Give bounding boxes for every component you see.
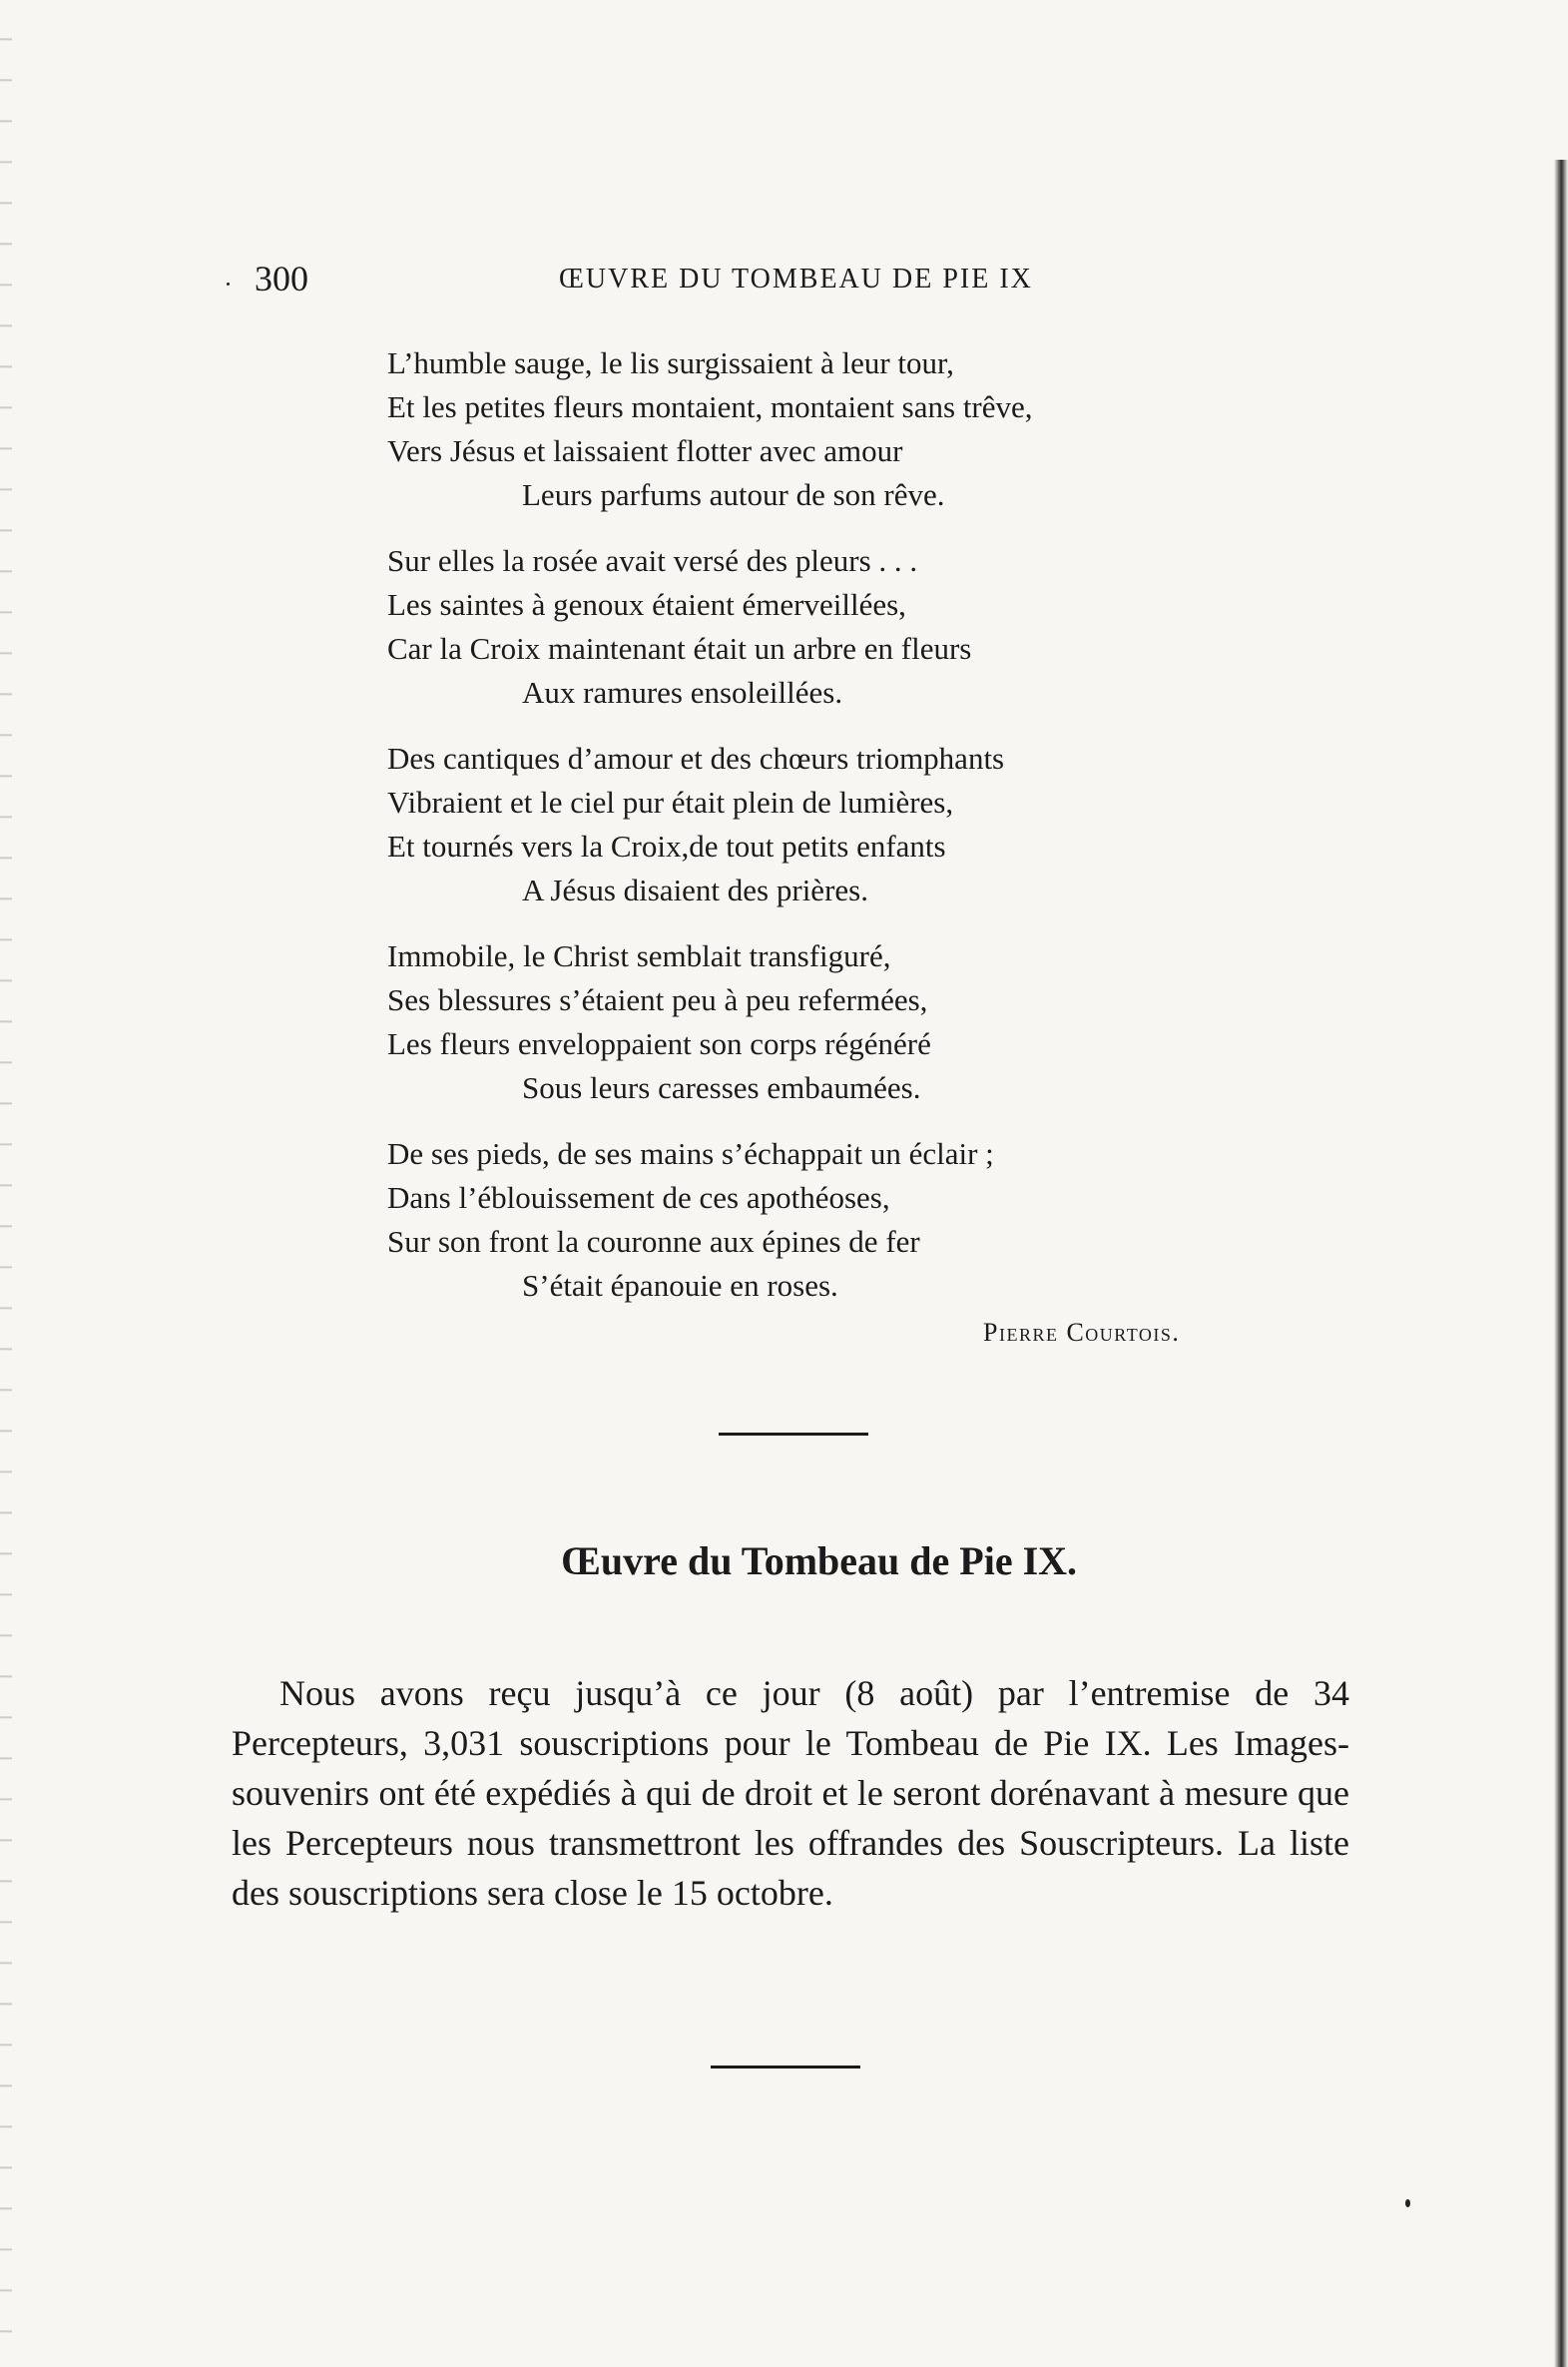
end-divider: [711, 2066, 860, 2069]
poem-line: Vibraient et le ciel pur était plein de lumières,: [387, 785, 954, 820]
running-head: ŒUVRE DU TOMBEAU DE PIE IX: [559, 264, 1033, 295]
page-edge-right: [1554, 160, 1568, 2367]
poem-line: Les saintes à genoux étaient émerveillées,: [387, 587, 906, 622]
poem-line-indented: Aux ramures ensoleillées.: [522, 675, 843, 710]
page-header: [255, 258, 1113, 307]
poem-line: L’humble sauge, le lis surgissaient à leur tour,: [387, 345, 954, 380]
poem-line: Car la Croix maintenant était un arbre en fleurs: [387, 631, 972, 666]
poem-line-indented: Leurs parfums autour de son rêve.: [522, 477, 945, 512]
stanza-1: [387, 341, 1286, 517]
poem-line: Ses blessures s’étaient peu à peu refermées,: [387, 982, 928, 1017]
section-title: Œuvre du Tombeau de Pie IX.: [560, 1538, 1078, 1583]
stanza-4: [387, 934, 1286, 1110]
poem: [387, 341, 1286, 1330]
poem-line: Les fleurs enveloppaient son corps régénéré: [387, 1026, 931, 1061]
poem-line: Immobile, le Christ semblait transfiguré,: [387, 938, 891, 973]
poem-line: Et les petites fleurs montaient, montaient sans trêve,: [387, 389, 1033, 424]
poem-line: Dans l’éblouissement de ces apothéoses,: [387, 1180, 890, 1215]
stanza-5: [387, 1132, 1286, 1308]
ink-speck: [227, 283, 230, 286]
page-edge-left: [0, 0, 12, 2367]
poem-line: De ses pieds, de ses mains s’échappait un éclair ;: [387, 1136, 994, 1171]
section-paragraph: Nous avons reçu jusqu’à ce jour (8 août) par l’entremise de 34 Percepteurs, 3,031 souscriptions pour le Tombeau de Pie IX. Les Images-souvenirs ont été expédiés à qui de droit et le seront dorénavant à mesure que les Percepteurs nous transmettront les offrandes des Souscripteurs. La liste des souscriptions sera close le 15 octobre.: [232, 1673, 1349, 1913]
section-divider: [719, 1433, 868, 1436]
poem-line: Vers Jésus et laissaient flotter avec amour: [387, 433, 903, 468]
page-number: 300: [255, 259, 308, 298]
ink-speck: [1405, 2199, 1410, 2207]
poem-line: Sur son front la couronne aux épines de fer: [387, 1224, 920, 1259]
poem-line: Des cantiques d’amour et des chœurs triomphants: [387, 741, 1005, 776]
poem-line-indented: Sous leurs caresses embaumées.: [522, 1070, 921, 1105]
poem-line: Sur elles la rosée avait versé des pleurs . . .: [387, 543, 918, 578]
stanza-3: [387, 737, 1286, 912]
poem-signature: Pierre Courtois.: [983, 1318, 1181, 1347]
stanza-2: [387, 539, 1286, 715]
poem-line-indented: A Jésus disaient des prières.: [522, 873, 868, 907]
poem-line-indented: S’était épanouie en roses.: [522, 1268, 838, 1303]
poem-line: Et tournés vers la Croix,de tout petits enfants: [387, 829, 946, 864]
